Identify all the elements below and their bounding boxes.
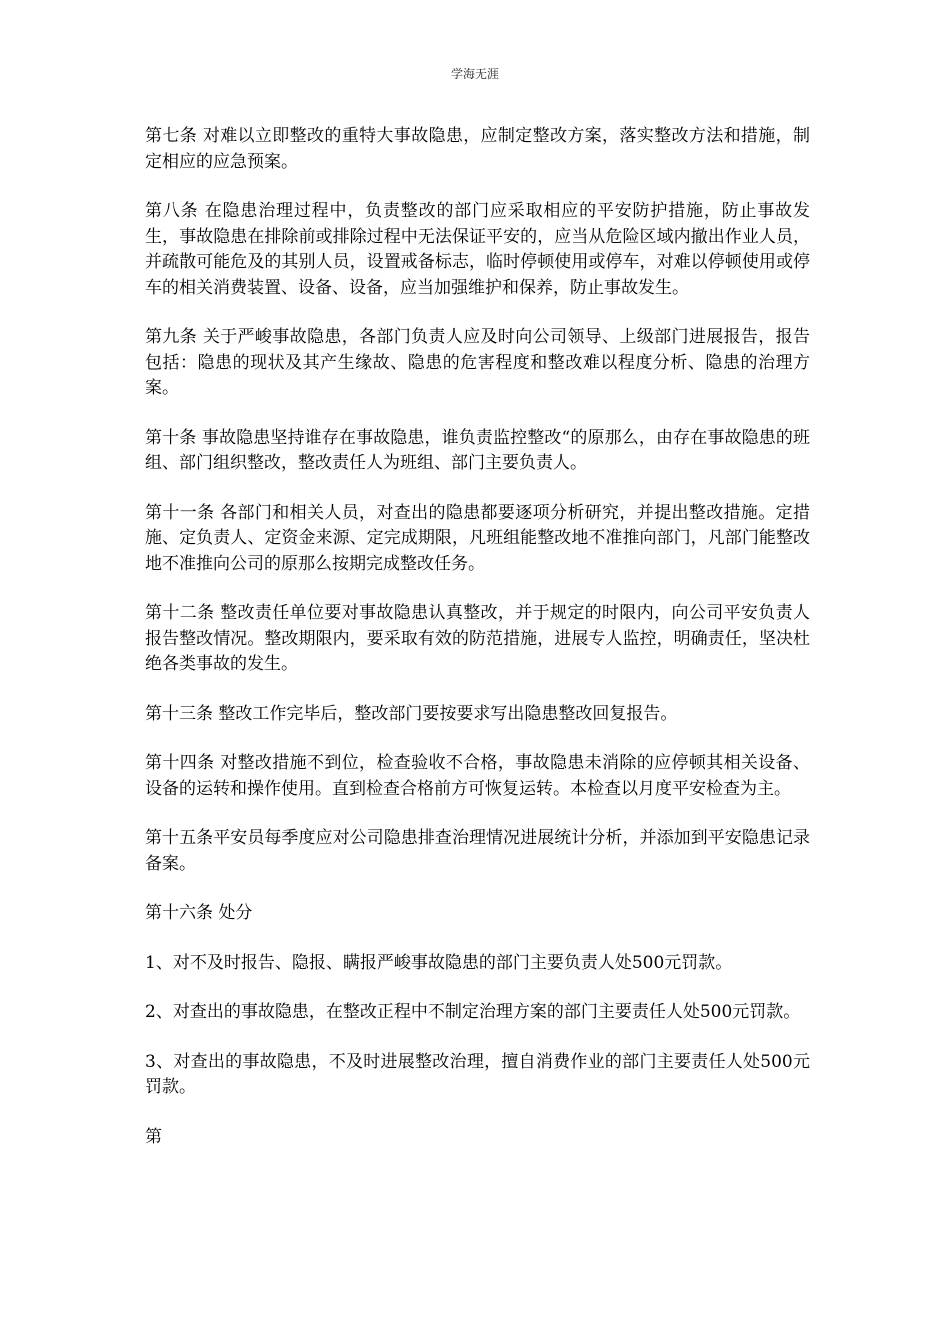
article-10: 第十条 事故隐患坚持谁存在事故隐患，谁负责监控整改“的原那么，由存在事故隐患的班组、部门组织整改，整改责任人为班组、部门主要负责人。 — [145, 427, 810, 473]
article-9: 第九条 关于严峻事故隐患，各部门负责人应及时向公司领导、上级部门进展报告，报告包括：隐患的现状及其产生缘故、隐患的危害程度和整改难以程度分析、隐患的治理方案。 — [145, 327, 810, 398]
article-8: 第八条 在隐患治理过程中，负责整改的部门应采取相应的平安防护措施，防止事故发生，事故隐患在排除前或排除过程中无法保证平安的，应当从危险区域内撤出作业人员，并疏散可能危及的其别人员，设置戒备标志，临时停顿使用或停车，对难以停顿使用或停车的相关消费装置、设备、设备，应当加强维护和保养，防止事故发生。 — [145, 201, 810, 298]
article-11: 第十一条 各部门和相关人员，对查出的隐患都要逐项分析研究，并提出整改措施。定措施、定负责人、定资金来源、定完成期限，凡班组能整改地不准推向部门，凡部门能整改地不准推向公司的原那么按期完成整改任务。 — [145, 502, 810, 574]
article-12: 第十二条 整改责任单位要对事故隐患认真整改，并于规定的时限内，向公司平安负责人报告整改情况。整改期限内，要采取有效的防范措施，进展专人监控，明确责任，坚决杜绝各类事故的发生。 — [145, 603, 810, 674]
document-body — [145, 124, 810, 1174]
penalty-item-1: 1、对不及时报告、隐报、瞒报严峻事故隐患的部门主要负责人处500元罚款。 — [145, 952, 733, 973]
article-7: 第七条 对难以立即整改的重特大事故隐患，应制定整改方案，落实整改方法和措施，制定相应的应急预案。 — [145, 126, 810, 172]
article-15: 第十五条平安员每季度应对公司隐患排查治理情况进展统计分析，并添加到平安隐患记录备案。 — [145, 828, 810, 874]
penalty-item-2: 2、对查出的事故隐患，在整改正程中不制定治理方案的部门主要责任人处500元罚款。 — [145, 1002, 801, 1022]
article-14: 第十四条 对整改措施不到位，检查验收不合格，事故隐患未消除的应停顿其相关设备、设备的运转和操作使用。直到检查合格前方可恢复运转。本检查以月度平安检查为主。 — [145, 753, 810, 799]
page-header: 学海无涯 — [450, 67, 499, 81]
article-16-heading: 第十六条 处分 — [145, 903, 253, 923]
article-13: 第十三条 整改工作完毕后，整改部门要按要求写出隐患整改回复报告。 — [145, 703, 678, 724]
continued-text: 第 — [145, 1126, 162, 1147]
penalty-item-3: 3、对查出的事故隐患，不及时进展整改治理，擅自消费作业的部门主要责任人处500元罚款。 — [145, 1051, 810, 1097]
